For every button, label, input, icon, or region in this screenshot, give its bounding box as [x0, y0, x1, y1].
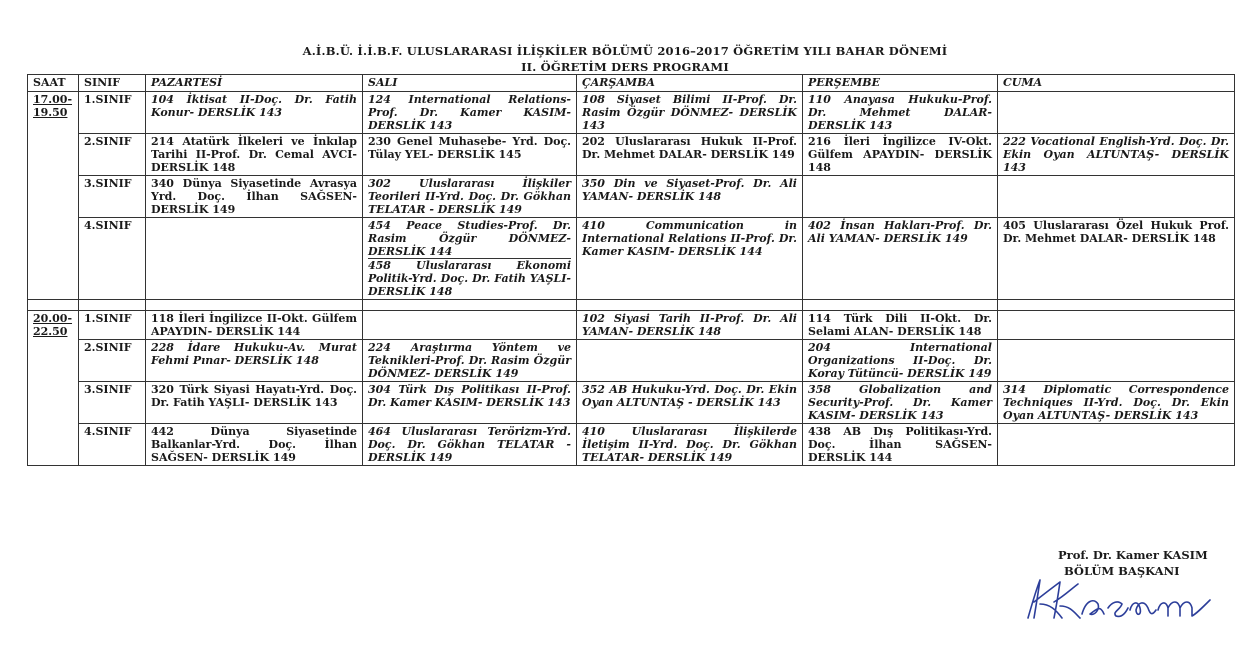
course-entry: 454 Peace Studies-Prof. Dr. Rasim Özgür DÖNMEZ-DERSLİK 144	[368, 219, 571, 258]
course-entry: 224 Araştırma Yöntem ve Teknikleri-Prof. Dr. Rasim Özgür DÖNMEZ- DERSLİK 149	[368, 341, 571, 380]
course-entry: 350 Din ve Siyaset-Prof. Dr. Ali YAMAN- DERSLİK 148	[582, 177, 797, 203]
table-row	[28, 134, 1235, 176]
table-row	[28, 382, 1235, 424]
class-label: 3.SINIF	[79, 382, 146, 424]
course-entry: 222 Vocational English-Yrd. Doç. Dr. Ekin Oyan ALTUNTAŞ- DERSLİK 143	[1003, 135, 1229, 174]
course-cell-pazartesi	[146, 382, 363, 424]
course-cell-cuma	[998, 382, 1235, 424]
table-header-row	[28, 75, 1235, 92]
course-cell-sali	[363, 134, 577, 176]
course-entry: 110 Anayasa Hukuku-Prof. Dr. Mehmet DALAR- DERSLİK 143	[808, 93, 992, 132]
course-entry: 405 Uluslararası Özel Hukuk Prof. Dr. Mehmet DALAR- DERSLİK 148	[1003, 219, 1229, 245]
table-row	[28, 218, 1235, 300]
col-header-saat: SAAT	[28, 75, 79, 92]
separator-cell	[998, 300, 1235, 311]
class-label: 4.SINIF	[79, 424, 146, 466]
course-cell-pazartesi	[146, 134, 363, 176]
course-cell-sali	[363, 424, 577, 466]
course-cell-carsamba	[577, 218, 803, 300]
course-entry: 214 Atatürk İlkeleri ve İnkılap Tarihi II-Prof. Dr. Cemal AVCI- DERSLİK 148	[151, 135, 357, 174]
course-entry: 124 International Relations-Prof. Dr. Kamer KASIM- DERSLİK 143	[368, 93, 571, 132]
course-entry: 464 Uluslararası Terörizm-Yrd. Doç. Dr. Gökhan TELATAR - DERSLİK 149	[368, 425, 571, 464]
signatory-role: BÖLÜM BAŞKANI	[1064, 564, 1180, 578]
handwritten-signature	[1020, 574, 1225, 624]
course-entry: 118 İleri İngilizce II-Okt. Gülfem APAYDIN- DERSLİK 144	[151, 312, 357, 338]
separator-cell	[146, 300, 363, 311]
course-entry: 320 Türk Siyasi Hayatı-Yrd. Doç. Dr. Fatih YAŞLI- DERSLİK 143	[151, 383, 357, 409]
course-cell-cuma	[998, 92, 1235, 134]
course-cell-cuma	[998, 218, 1235, 300]
course-cell-persembe	[803, 218, 998, 300]
time-slot: 17.00-19.50	[28, 92, 79, 300]
course-cell-cuma	[998, 134, 1235, 176]
course-entry: 314 Diplomatic Correspondence Techniques II-Yrd. Doç. Dr. Ekin Oyan ALTUNTAŞ- DERSLİK 143	[1003, 383, 1229, 422]
course-entry: 340 Dünya Siyasetinde Avrasya Yrd. Doç. İlhan SAĞSEN- DERSLİK 149	[151, 177, 357, 216]
separator-cell	[79, 300, 146, 311]
block-separator-row	[28, 300, 1235, 311]
class-label: 2.SINIF	[79, 134, 146, 176]
course-cell-carsamba	[577, 311, 803, 340]
course-entry: 402 İnsan Hakları-Prof. Dr. Ali YAMAN- DERSLİK 149	[808, 219, 992, 245]
course-cell-cuma	[998, 176, 1235, 218]
course-entry: 102 Siyasi Tarih II-Prof. Dr. Ali YAMAN- DERSLİK 148	[582, 312, 797, 338]
class-label: 1.SINIF	[79, 311, 146, 340]
course-cell-pazartesi	[146, 340, 363, 382]
course-cell-persembe	[803, 340, 998, 382]
table-row	[28, 176, 1235, 218]
document-subtitle: II. ÖĞRETİM DERS PROGRAMI	[521, 60, 729, 74]
course-entry: 230 Genel Muhasebe- Yrd. Doç. Tülay YEL- DERSLİK 145	[368, 135, 571, 161]
course-cell-persembe	[803, 134, 998, 176]
course-cell-pazartesi	[146, 424, 363, 466]
course-entry: 302 Uluslararası İlişkiler Teorileri II-Yrd. Doç. Dr. Gökhan TELATAR - DERSLİK 149	[368, 177, 571, 216]
course-cell-cuma	[998, 424, 1235, 466]
course-cell-persembe	[803, 424, 998, 466]
separator-cell	[803, 300, 998, 311]
course-entry: 410 Communication in International Relations II-Prof. Dr. Kamer KASIM- DERSLİK 144	[582, 219, 797, 258]
signatory-name: Prof. Dr. Kamer KASIM	[1058, 548, 1208, 562]
course-cell-pazartesi	[146, 218, 363, 300]
course-entry: 108 Siyaset Bilimi II-Prof. Dr. Rasim Özgür DÖNMEZ- DERSLİK 143	[582, 93, 797, 132]
course-cell-cuma	[998, 340, 1235, 382]
course-cell-pazartesi	[146, 176, 363, 218]
table-row	[28, 340, 1235, 382]
schedule-table	[27, 74, 1235, 466]
document-title: A.İ.B.Ü. İ.İ.B.F. ULUSLARARASI İLİŞKİLER BÖLÜMÜ 2016–2017 ÖĞRETİM YILI BAHAR DÖNEMİ	[302, 44, 948, 58]
course-entry: 216 İleri İngilizce IV-Okt. Gülfem APAYDIN- DERSLİK 148	[808, 135, 992, 174]
course-entry: 114 Türk Dili II-Okt. Dr. Selami ALAN- DERSLİK 148	[808, 312, 992, 338]
course-cell-persembe	[803, 176, 998, 218]
separator-cell	[28, 300, 79, 311]
course-cell-pazartesi	[146, 92, 363, 134]
course-entry: 304 Türk Dış Politikası II-Prof. Dr. Kamer KASIM- DERSLİK 143	[368, 383, 571, 409]
course-cell-carsamba	[577, 176, 803, 218]
course-cell-carsamba	[577, 92, 803, 134]
course-entry: 358 Globalization and Security-Prof. Dr. Kamer KASIM- DERSLİK 143	[808, 383, 992, 422]
col-header-sali: SALI	[363, 75, 577, 92]
course-cell-persembe	[803, 382, 998, 424]
course-cell-carsamba	[577, 382, 803, 424]
class-label: 3.SINIF	[79, 176, 146, 218]
course-entry: 352 AB Hukuku-Yrd. Doç. Dr. Ekin Oyan ALTUNTAŞ - DERSLİK 143	[582, 383, 797, 409]
class-label: 4.SINIF	[79, 218, 146, 300]
col-header-sinif: SINIF	[79, 75, 146, 92]
course-cell-sali	[363, 218, 577, 300]
table-row	[28, 424, 1235, 466]
course-cell-sali	[363, 382, 577, 424]
col-header-cuma: CUMA	[998, 75, 1235, 92]
course-entry: 228 İdare Hukuku-Av. Murat Fehmi Pınar- DERSLİK 148	[151, 341, 357, 367]
class-label: 1.SINIF	[79, 92, 146, 134]
course-cell-carsamba	[577, 340, 803, 382]
separator-cell	[363, 300, 577, 311]
course-cell-carsamba	[577, 424, 803, 466]
course-entry: 104 İktisat II-Doç. Dr. Fatih Konur- DERSLİK 143	[151, 93, 357, 119]
course-cell-persembe	[803, 311, 998, 340]
table-row	[28, 92, 1235, 134]
col-header-pazartesi: PAZARTESİ	[146, 75, 363, 92]
class-label: 2.SINIF	[79, 340, 146, 382]
course-cell-cuma	[998, 311, 1235, 340]
course-cell-sali	[363, 176, 577, 218]
course-cell-persembe	[803, 92, 998, 134]
course-entry: 438 AB Dış Politikası-Yrd. Doç. İlhan SAĞSEN- DERSLİK 144	[808, 425, 992, 464]
course-entry: 458 Uluslararası Ekonomi Politik-Yrd. Doç. Dr. Fatih YAŞLI- DERSLİK 148	[368, 259, 571, 298]
course-entry: 204 International Organizations II-Doç. Dr. Koray Tütüncü- DERSLİK 149	[808, 341, 992, 380]
course-cell-pazartesi	[146, 311, 363, 340]
col-header-persembe: PERŞEMBE	[803, 75, 998, 92]
separator-cell	[577, 300, 803, 311]
col-header-carsamba: ÇARŞAMBA	[577, 75, 803, 92]
course-cell-sali	[363, 311, 577, 340]
course-cell-sali	[363, 340, 577, 382]
time-slot: 20.00-22.50	[28, 311, 79, 466]
course-entry: 202 Uluslararası Hukuk II-Prof. Dr. Mehmet DALAR- DERSLİK 149	[582, 135, 797, 161]
table-row	[28, 311, 1235, 340]
course-cell-sali	[363, 92, 577, 134]
course-cell-carsamba	[577, 134, 803, 176]
course-entry: 442 Dünya Siyasetinde Balkanlar-Yrd. Doç. İlhan SAĞSEN- DERSLİK 149	[151, 425, 357, 464]
course-entry: 410 Uluslararası İlişkilerde İletişim II-Yrd. Doç. Dr. Gökhan TELATAR- DERSLİK 149	[582, 425, 797, 464]
